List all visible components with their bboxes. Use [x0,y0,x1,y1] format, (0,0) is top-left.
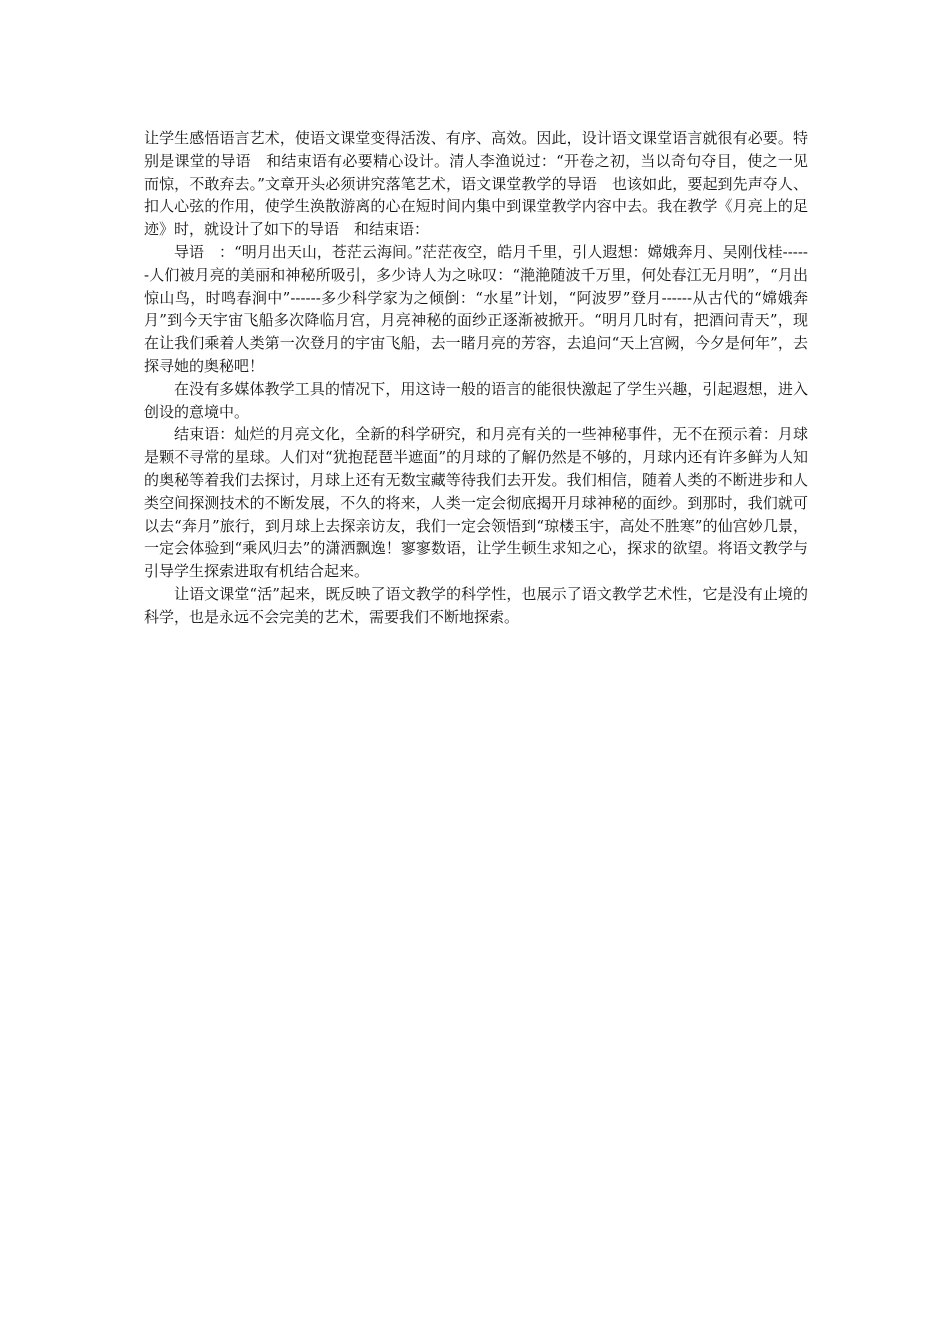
paragraph-conclusion: 让语文课堂“活”起来，既反映了语文教学的科学性，也展示了语文教学艺术性，它是没有止境的科学，也是永远不会完美的艺术，需要我们不断地探索。 [144,584,808,626]
document-body [144,127,808,629]
paragraph-closing-words: 结束语：灿烂的月亮文化，全新的科学研究，和月亮有关的一些神秘事件，无不在预示着：月球是颗不寻常的星球。人们对“犹抱琵琶半遮面”的月球的了解仍然是不够的，月球内还有许多鲜为人知的奥秘等着我们去探讨，月球上还有无数宝藏等待我们去开发。我们相信，随着人类的不断进步和人类空间探测技术的不断发展，不久的将来，人类一定会彻底揭开月球神秘的面纱。到那时，我们就可以去“奔月”旅行，到月球上去探亲访友，我们一定会领悟到“琼楼玉宇，高处不胜寒”的仙宫妙几景，一定会体验到“乘风归去”的潇洒飘逸！寥寥数语，让学生顿生求知之心，探求的欲望。将语文教学与引导学生探索进取有机结合起来。 [144,425,808,581]
paragraph-effect: 在没有多媒体教学工具的情况下，用这诗一般的语言的能很快激起了学生兴趣，引起遐想，进入创设的意境中。 [144,379,808,421]
paragraph-intro: 让学生感悟语言艺术，使语文课堂变得活泼、有序、高效。因此，设计语文课堂语言就很有必要。特别是课堂的导语 和结束语有必要精心设计。清人李渔说过：“开卷之初，当以奇句夺目，使之一见而惊，不敢弃去。”文章开头必须讲究落笔艺术，语文课堂教学的导语 也该如此，要起到先声夺人、扣人心弦的作用，使学生涣散游离的心在短时间内集中到课堂教学内容中去。我在教学《月亮上的足迹》时，就设计了如下的导语 和结束语： [144,129,808,239]
paragraph-lead-in: 导语 ：“明月出天山，苍茫云海间。”茫茫夜空，皓月千里，引人遐想：嫦娥奔月、吴刚伐桂------人们被月亮的美丽和神秘所吸引，多少诗人为之咏叹：“滟滟随波千万里，何处春江无月明”，“月出惊山鸟，时鸣春涧中”------多少科学家为之倾倒：“水星”计划，“阿波罗”登月------从古代的“嫦娥奔月”到今天宇宙飞船多次降临月宫，月亮神秘的面纱正逐渐被掀开。“明月几时有，把酒问青天”，现在让我们乘着人类第一次登月的宇宙飞船，去一睹月亮的芳容，去追问“天上宫阙，今夕是何年”，去探寻她的奥秘吧！ [144,242,808,375]
